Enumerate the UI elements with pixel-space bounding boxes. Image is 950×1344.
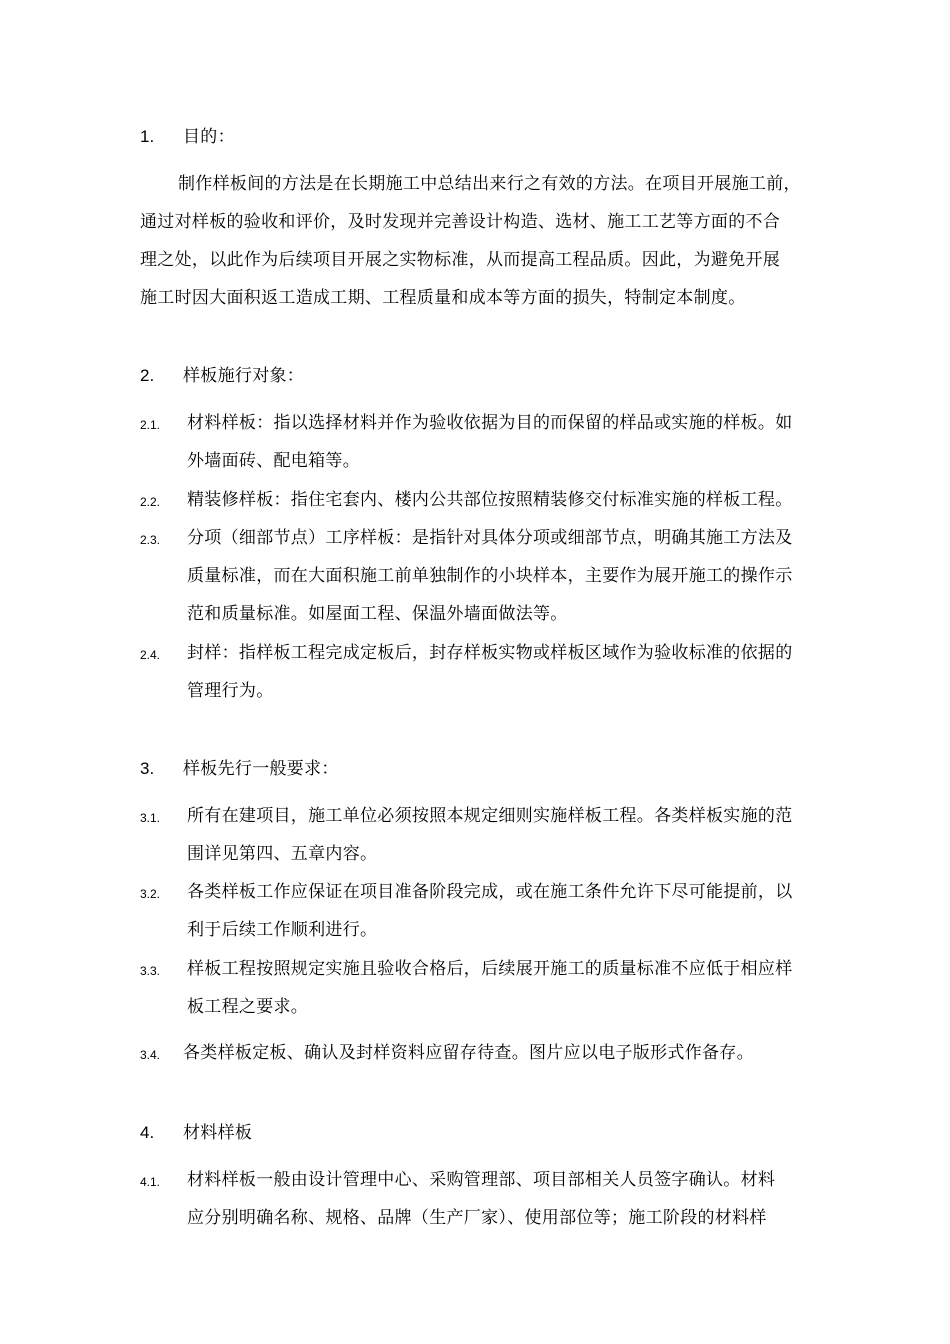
item-3-2-line: 利于后续工作顺利进行。 — [187, 920, 378, 940]
item-2-1-number: 2.1. — [140, 418, 161, 432]
section-2-title: 样板施行对象： — [183, 366, 305, 386]
item-4-1-line: 材料样板一般由设计管理中心、采购管理部、项目部相关人员签字确认。材料 — [187, 1170, 776, 1190]
item-2-3-line: 分项（细部节点）工序样板：是指针对具体分项或细部节点，明确其施工方法及 — [187, 528, 793, 548]
item-4-1-line: 应分别明确名称、规格、品牌（生产厂家）、使用部位等；施工阶段的材料样 — [187, 1208, 767, 1228]
section-1-paragraph-line: 施工时因大面积返工造成工期、工程质量和成本等方面的损失，特制定本制度。 — [140, 288, 746, 308]
section-3-number: 3. — [140, 759, 155, 778]
section-1-paragraph-line: 通过对样板的验收和评价，及时发现并完善设计构造、选材、施工工艺等方面的不合 — [140, 212, 781, 232]
item-3-1-line: 所有在建项目，施工单位必须按照本规定细则实施样板工程。各类样板实施的范 — [187, 806, 793, 826]
section-1-paragraph-line: 制作样板间的方法是在长期施工中总结出来行之有效的方法。在项目开展施工前， — [178, 174, 801, 194]
item-3-4-line: 各类样板定板、确认及封样资料应留存待查。图片应以电子版形式作备存。 — [183, 1043, 754, 1063]
section-2-number: 2. — [140, 366, 155, 385]
item-2-2-number: 2.2. — [140, 495, 161, 509]
section-1-paragraph-line: 理之处，以此作为后续项目开展之实物标准，从而提高工程品质。因此，为避免开展 — [140, 250, 781, 270]
section-1-number: 1. — [140, 127, 155, 146]
item-2-4-line: 管理行为。 — [187, 681, 274, 701]
item-2-3-line: 范和质量标准。如屋面工程、保温外墙面做法等。 — [187, 604, 568, 624]
item-2-1-line: 外墙面砖、配电箱等。 — [187, 451, 360, 471]
item-2-4-number: 2.4. — [140, 648, 161, 662]
section-4-number: 4. — [140, 1123, 155, 1142]
item-4-1-number: 4.1. — [140, 1175, 161, 1189]
section-1-title: 目的： — [183, 127, 235, 147]
item-2-1-line: 材料样板：指以选择材料并作为验收依据为目的而保留的样品或实施的样板。如 — [187, 413, 793, 433]
item-3-2-number: 3.2. — [140, 887, 161, 901]
item-3-3-number: 3.3. — [140, 964, 161, 978]
item-3-1-line: 围详见第四、五章内容。 — [187, 844, 378, 864]
item-3-3-line: 样板工程按照规定实施且验收合格后，后续展开施工的质量标准不应低于相应样 — [187, 959, 793, 979]
item-3-2-line: 各类样板工作应保证在项目准备阶段完成，或在施工条件允许下尽可能提前，以 — [187, 882, 793, 902]
item-2-3-line: 质量标准，而在大面积施工前单独制作的小块样本，主要作为展开施工的操作示 — [187, 566, 793, 586]
item-3-1-number: 3.1. — [140, 811, 161, 825]
item-3-3-line: 板工程之要求。 — [187, 997, 309, 1017]
item-3-4-number: 3.4. — [140, 1048, 161, 1062]
item-2-2-line: 精装修样板：指住宅套内、楼内公共部位按照精装修交付标准实施的样板工程。 — [187, 490, 793, 510]
item-2-3-number: 2.3. — [140, 533, 161, 547]
section-4-title: 材料样板 — [183, 1123, 253, 1143]
item-2-4-line: 封样：指样板工程完成定板后，封存样板实物或样板区域作为验收标准的依据的 — [187, 643, 793, 663]
section-3-title: 样板先行一般要求： — [183, 759, 339, 779]
